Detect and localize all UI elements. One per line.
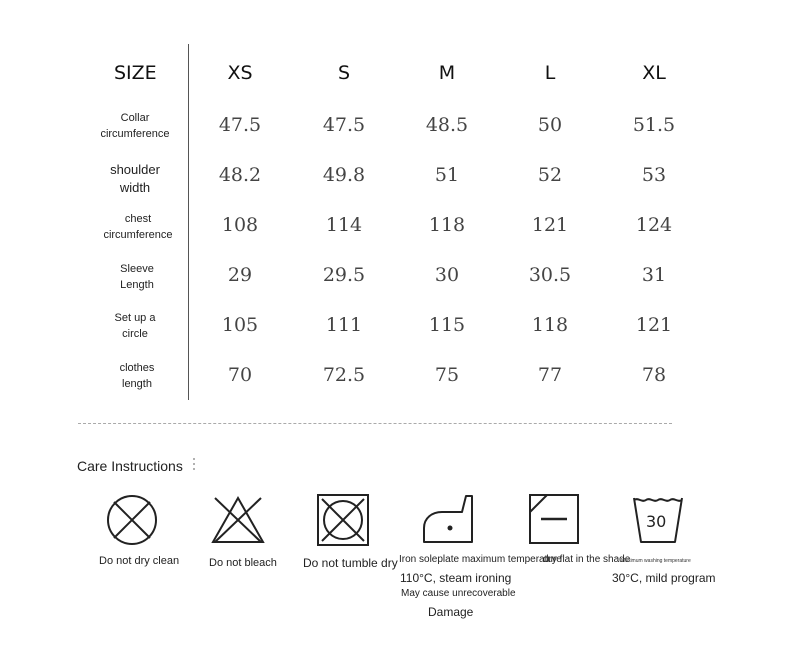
- dots-icon: [193, 458, 196, 473]
- care-label: Iron soleplate maximum temperature: [399, 554, 562, 565]
- size-col-l: L: [544, 62, 556, 84]
- table-cell: 70: [227, 364, 253, 386]
- table-cell: 29: [227, 264, 253, 286]
- wash-temp-label: 30: [646, 512, 667, 531]
- dry-flat-shade-icon: [529, 494, 579, 544]
- size-col-xs: XS: [227, 62, 253, 84]
- row-label: [80, 310, 190, 342]
- row-label: [83, 211, 193, 243]
- row-label: [80, 110, 190, 142]
- table-cell: 108: [221, 214, 259, 236]
- table-cell: 124: [635, 214, 673, 236]
- table-cell: 50: [537, 114, 563, 136]
- table-cell: 118: [428, 214, 466, 236]
- row-label-line: chest: [124, 213, 152, 225]
- table-cell: 115: [428, 314, 466, 336]
- row-label-line: clothes: [119, 362, 155, 374]
- no-tumble-dry-icon: [317, 494, 369, 546]
- no-dry-clean-icon: [106, 494, 158, 546]
- row-label-line: shoulder: [110, 162, 160, 177]
- care-label: Maximum washing temperature: [621, 558, 691, 564]
- table-cell: 78: [641, 364, 667, 386]
- care-title: Care Instructions: [77, 458, 183, 474]
- row-label-line: Sleeve: [120, 263, 154, 275]
- iron-icon: [422, 494, 474, 546]
- care-label: Damage: [428, 605, 474, 619]
- care-label: 30°C, mild program: [612, 571, 716, 585]
- row-label-line: circumference: [100, 128, 170, 140]
- row-label-line: width: [119, 180, 151, 195]
- size-col-m: M: [438, 62, 456, 84]
- care-label: Do not tumble dry: [303, 556, 398, 570]
- care-label: Do not bleach: [209, 557, 277, 569]
- table-cell: 49.8: [322, 164, 366, 186]
- section-divider: [78, 423, 672, 424]
- row-label-line: Length: [120, 279, 154, 291]
- table-cell: 72.5: [322, 364, 366, 386]
- row-label-line: circumference: [103, 229, 173, 241]
- table-cell: 105: [221, 314, 259, 336]
- table-cell: 114: [325, 214, 363, 236]
- table-cell: 51: [434, 164, 460, 186]
- table-cell: 52: [537, 164, 563, 186]
- row-label-line: Set up a: [114, 312, 156, 324]
- size-col-xl: XL: [642, 62, 666, 84]
- table-cell: 47.5: [322, 114, 366, 136]
- table-cell: 121: [531, 214, 569, 236]
- no-bleach-icon: [211, 494, 265, 546]
- table-cell: 118: [531, 314, 569, 336]
- size-col-s: S: [337, 62, 351, 84]
- table-cell: 121: [635, 314, 673, 336]
- table-cell: 77: [537, 364, 563, 386]
- table-cell: 111: [325, 314, 363, 336]
- row-label: [80, 161, 190, 197]
- table-cell: 51.5: [632, 114, 676, 136]
- table-cell: 53: [641, 164, 667, 186]
- size-header: SIZE: [114, 62, 157, 84]
- table-cell: 75: [434, 364, 460, 386]
- table-cell: 48.2: [218, 164, 262, 186]
- table-cell: 48.5: [425, 114, 469, 136]
- row-label: [82, 261, 192, 293]
- table-cell: 30.5: [528, 264, 572, 286]
- table-cell: 29.5: [322, 264, 366, 286]
- row-label: [82, 360, 192, 392]
- wash-30-icon: [633, 496, 683, 544]
- care-label: dry flat in the shade: [543, 554, 631, 565]
- table-cell: 31: [641, 264, 667, 286]
- care-label: Do not dry clean: [99, 555, 180, 567]
- table-cell: 47.5: [218, 114, 262, 136]
- row-label-line: circle: [122, 328, 148, 340]
- care-label: 110°C, steam ironing: [400, 571, 512, 585]
- row-label-line: length: [122, 378, 152, 390]
- row-label-line: Collar: [120, 112, 150, 124]
- table-cell: 30: [434, 264, 460, 286]
- care-label: May cause unrecoverable: [401, 588, 516, 599]
